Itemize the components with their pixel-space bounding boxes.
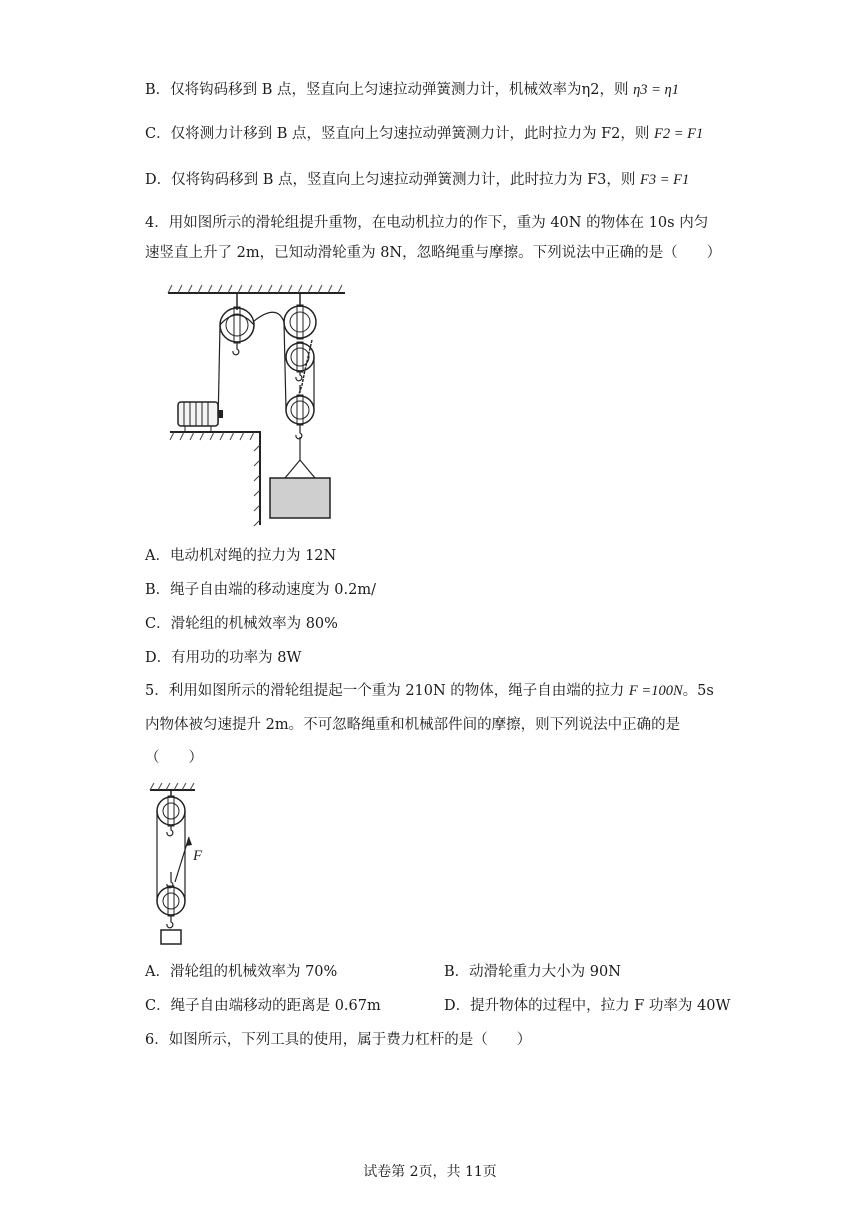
q3-option-b-formula: η3 = η1 xyxy=(633,82,679,98)
q4-option-c: C．滑轮组的机械效率为 80% xyxy=(145,616,338,632)
q4-pulley-figure xyxy=(160,285,360,525)
q5-pulley-figure xyxy=(145,782,225,947)
q3-option-d xyxy=(145,170,689,190)
q4-stem-line1: 4．用如图所示的滑轮组提升重物，在电动机拉力的作下，重为 40N 的物体在 10s 内匀 xyxy=(145,215,709,231)
q5-option-b: B．动滑轮重力大小为 90N xyxy=(444,964,621,980)
q4-stem-line2: 速竖直上升了 2m，已知动滑轮重为 8N，忽略绳重与摩擦。下列说法中正确的是（ ） xyxy=(145,245,722,261)
q5-stem-line2: 内物体被匀速提升 2m。不可忽略绳重和机械部件间的摩擦，则下列说法中正确的是 xyxy=(145,717,681,733)
q3-option-c-text: C．仅将测力计移到 B 点，竖直向上匀速拉动弹簧测力计，此时拉力为 F2，则 xyxy=(145,126,650,142)
q5-force-label: F xyxy=(193,848,203,864)
q5-stem-line1 xyxy=(145,681,714,701)
q5-option-a: A．滑轮组的机械效率为 70% xyxy=(145,964,338,980)
q3-option-d-formula: F3 = F1 xyxy=(640,172,690,188)
page-footer: 试卷第 2页，共 11页 xyxy=(363,1164,497,1180)
q5-stem-line1-text: 5．利用如图所示的滑轮组提起一个重为 210N 的物体，绳子自由端的拉力 xyxy=(145,683,625,699)
q6-stem-line1: 6．如图所示，下列工具的使用，属于费力杠杆的是（ ） xyxy=(145,1032,532,1048)
q5-option-d: D．提升物体的过程中，拉力 F 功率为 40W xyxy=(444,998,731,1014)
q3-option-c xyxy=(145,124,703,144)
q3-option-d-text: D．仅将钩码移到 B 点，竖直向上匀速拉动弹簧测力计，此时拉力为 F3，则 xyxy=(145,172,636,188)
q5-option-c: C．绳子自由端移动的距离是 0.67m xyxy=(145,998,381,1014)
q5-stem-line1-end: 。5s xyxy=(682,683,714,699)
q5-force-formula: F =100N xyxy=(628,683,683,699)
q3-option-b xyxy=(145,80,679,100)
q3-option-c-formula: F2 = F1 xyxy=(653,126,704,142)
q3-option-b-text: B．仅将钩码移到 B 点，竖直向上匀速拉动弹簧测力计，机械效率为η2，则 xyxy=(145,82,629,98)
q5-stem-line3: （ ） xyxy=(145,750,203,766)
q4-option-a: A．电动机对绳的拉力为 12N xyxy=(145,548,337,564)
q4-option-b: B．绳子自由端的移动速度为 0.2m/ xyxy=(145,582,376,598)
q4-option-d: D．有用功的功率为 8W xyxy=(145,650,302,666)
